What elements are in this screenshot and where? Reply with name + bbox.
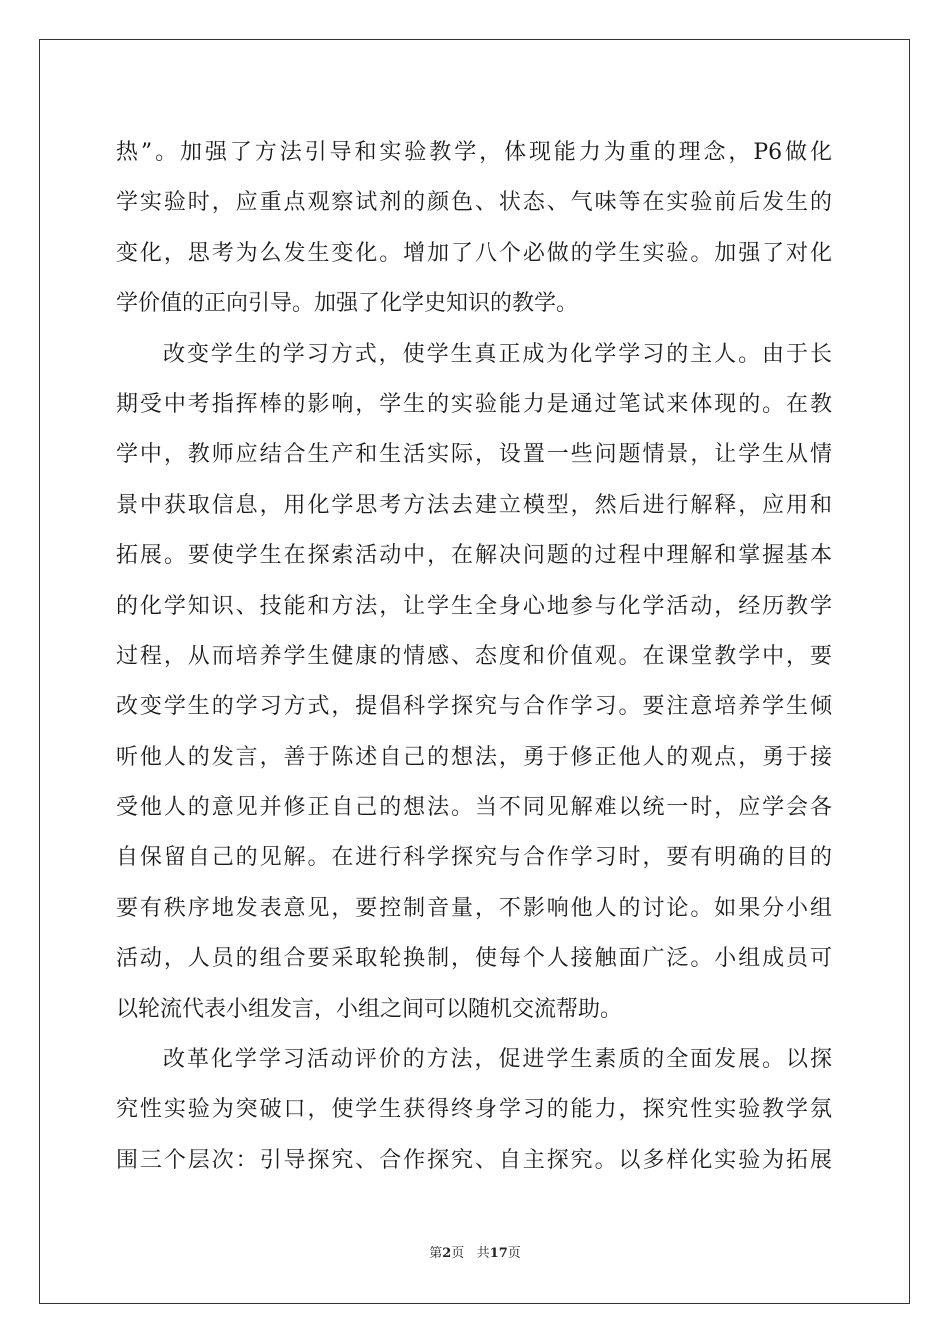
- page-footer: [0, 1242, 950, 1261]
- total-page-count: 17: [489, 1246, 508, 1261]
- text-line: 听他人的发言，善于陈述自己的想法，勇于修正他人的观点，勇于接: [116, 744, 832, 770]
- total-pages-suffix: 页: [507, 1246, 521, 1261]
- text-line: 改革化学学习活动评价的方法，促进学生素质的全面发展。以探: [163, 1047, 832, 1073]
- text-line: 变化，思考为么发生变化。增加了八个必做的学生实验。加强了对化: [116, 240, 832, 266]
- paragraph-3: [116, 1035, 832, 1186]
- total-pages-prefix: 共: [476, 1246, 490, 1261]
- text-line: 期受中考指挥棒的影响，学生的实验能力是通过笔试来体现的。在教: [116, 391, 832, 417]
- text-line: 要有秩序地发表意见，要控制音量，不影响他人的讨论。如果分小组: [116, 895, 832, 921]
- text-line: 学中，教师应结合生产和生活实际，设置一些问题情景，让学生从情: [116, 442, 832, 468]
- text-line: 学实验时，应重点观察试剂的颜色、状态、气味等在实验前后发生的: [116, 190, 832, 216]
- text-line: 究性实验为突破口，使学生获得终身学习的能力，探究性实验教学氛: [116, 1097, 832, 1123]
- text-line: 热”。加强了方法引导和实验教学，体现能力为重的理念，P6做化: [116, 140, 832, 165]
- text-line: 围三个层次：引导探究、合作探究、自主探究。以多样化实验为拓展: [116, 1147, 832, 1173]
- text-line: 的化学知识、技能和方法，让学生全身心地参与化学活动，经历教学: [116, 593, 832, 619]
- paragraph-2: [116, 330, 832, 1035]
- page-number-suffix: 页: [451, 1246, 465, 1261]
- text-line: 改变学生的学习方式，提倡科学探究与合作学习。要注意培养学生倾: [116, 694, 832, 720]
- paragraph-1: [116, 128, 832, 330]
- document-body: [116, 128, 832, 1186]
- text-line: 改变学生的学习方式，使学生真正成为化学学习的主人。由于长: [163, 341, 832, 367]
- page-number-prefix: 第: [429, 1246, 443, 1261]
- text-line: 自保留自己的见解。在进行科学探究与合作学习时，要有明确的目的: [116, 845, 832, 871]
- text-line: 活动，人员的组合要采取轮换制，使每个人接触面广泛。小组成员可: [116, 946, 832, 972]
- text-line: 受他人的意见并修正自己的想法。当不同见解难以统一时，应学会各: [116, 795, 832, 821]
- text-line: 过程，从而培养学生健康的情感、态度和价值观。在课堂教学中，要: [116, 643, 832, 669]
- text-line: 以轮流代表小组发言，小组之间可以随机交流帮助。: [116, 996, 623, 1022]
- text-line: 景中获取信息，用化学思考方法去建立模型，然后进行解释，应用和: [116, 492, 832, 518]
- current-page-number: 2: [442, 1246, 452, 1261]
- text-line: 学价值的正向引导。加强了化学史知识的教学。: [116, 291, 579, 317]
- text-line: 拓展。要使学生在探索活动中，在解决问题的过程中理解和掌握基本: [116, 543, 832, 569]
